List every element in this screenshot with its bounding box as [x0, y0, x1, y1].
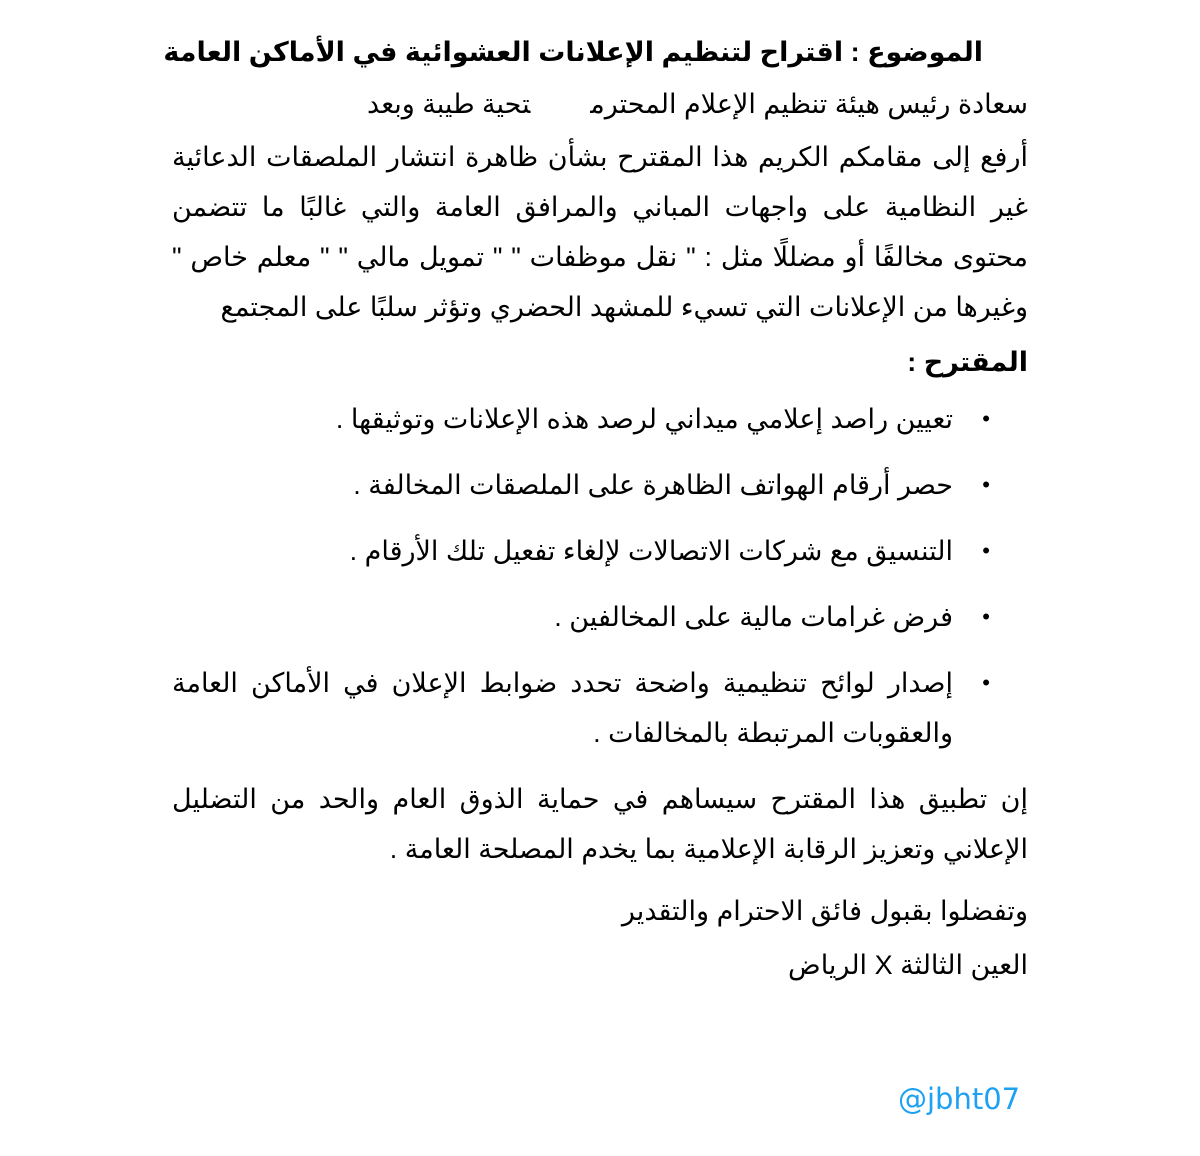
- list-item: [172, 526, 1028, 576]
- list-item-text: إصدار لوائح تنظيمية واضحة تحدد ضوابط الإعلان في الأماكن العامة والعقوبات المرتبطة بالمخالفات .: [172, 668, 953, 748]
- list-item-text: فرض غرامات مالية على المخالفين .: [554, 602, 953, 632]
- list-item: [172, 592, 1028, 642]
- closing-line: وتفضلوا بقبول فائق الاحترام والتقدير: [621, 896, 1028, 926]
- greeting-line: [172, 82, 1028, 126]
- bullet-icon: •: [982, 472, 990, 497]
- bullet-icon: •: [982, 406, 990, 431]
- bullet-icon: •: [982, 604, 990, 629]
- list-item-text: حصر أرقام الهواتف الظاهرة على الملصقات المخالفة .: [353, 470, 953, 500]
- bullet-icon: •: [982, 670, 990, 695]
- list-item-text: التنسيق مع شركات الاتصالات لإلغاء تفعيل تلك الأرقام .: [349, 536, 953, 566]
- proposal-list: [172, 394, 1028, 758]
- conclusion-paragraph: إن تطبيق هذا المقترح سيساهم في حماية الذوق العام والحد من التضليل الإعلاني وتعزيز الرقابة الإعلامية بما يخدم المصلحة العامة .: [172, 784, 1028, 864]
- bullet-icon: •: [982, 538, 990, 563]
- intro-paragraph: أرفع إلى مقامكم الكريم هذا المقترح بشأن ظاهرة انتشار الملصقات الدعائية غير النظامية على واجهات المباني والمرافق العامة والتي غالبًا ما تتضمن محتوى مخالفًا أو مضللًا مثل : " نقل موظفات " " تمويل مالي " " معلم خاص " وغيرها من الإعلانات التي تسيء للمشهد الحضري وتؤثر سلبًا على المجتمع: [172, 142, 1028, 322]
- letter-document: [163, 32, 1028, 992]
- addressee: سعادة رئيس هيئة تنظيم الإعلام المحترم: [590, 89, 1028, 119]
- list-item: [172, 394, 1028, 444]
- subject-line: الموضوع : اقتراح لتنظيم الإعلانات العشوائية في الأماكن العامة: [163, 37, 983, 67]
- author-handle: @jbht07: [898, 1082, 1021, 1116]
- list-item-text: تعيين راصد إعلامي ميداني لرصد هذه الإعلانات وتوثيقها .: [335, 404, 953, 434]
- signature-line: العين الثالثة X الرياض: [788, 950, 1028, 980]
- list-item: [172, 460, 1028, 510]
- regards: تحية طيبة وبعد: [367, 89, 531, 119]
- list-item: [172, 658, 1028, 758]
- proposal-heading: المقترح :: [907, 347, 1028, 377]
